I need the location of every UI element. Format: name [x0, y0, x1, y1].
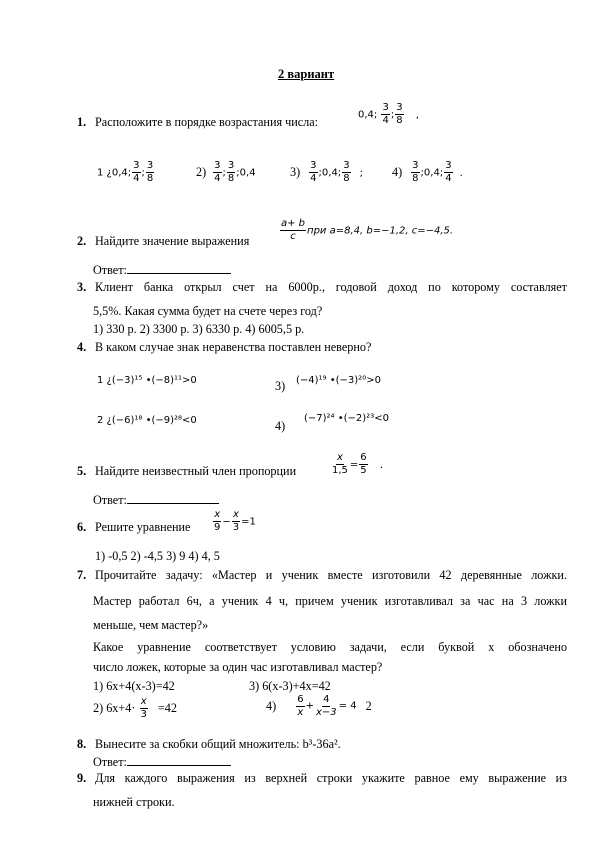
- denominator: c: [290, 231, 296, 242]
- numerator: 3: [146, 160, 154, 171]
- fraction: [309, 161, 317, 184]
- fraction-3-4: [381, 103, 389, 126]
- separator: ;: [390, 109, 395, 121]
- question-5-proportion: [330, 453, 383, 476]
- question-1-option-3: [290, 161, 363, 184]
- question-1-numbers: [358, 103, 419, 126]
- question-5-text: Найдите неизвестный член пропорции: [95, 464, 297, 478]
- question-7-option-3: 3) 6(x-3)+4x=42: [249, 679, 331, 693]
- question-7-option-4: [266, 695, 372, 718]
- question-7-line-4: Какое уравнение соответствует условию задачи, если буквой x обозначено: [93, 640, 567, 654]
- numerator: 3: [343, 160, 350, 171]
- answer-label: Ответ:: [93, 493, 127, 507]
- denominator: 5: [360, 465, 367, 476]
- fraction: [213, 161, 221, 184]
- punctuation: .: [379, 459, 384, 471]
- fraction: [139, 697, 147, 720]
- question-4-option-1: 1 ¿(−3)¹⁵ •(−8)¹¹>0: [97, 375, 197, 386]
- numerator: x: [232, 509, 239, 520]
- equals-sign: =: [349, 459, 359, 471]
- option-tail: ;: [359, 167, 363, 179]
- question-1-option-2: [196, 161, 256, 184]
- denominator: x−3: [315, 707, 337, 718]
- answer-label: Ответ:: [93, 755, 127, 769]
- denominator: 8: [412, 173, 419, 184]
- fraction: [331, 453, 349, 476]
- denominator: 1,5: [332, 465, 348, 476]
- answer-blank[interactable]: [127, 755, 231, 766]
- question-3-options: 1) 330 р. 2) 3300 р. 3) 6330 р. 4) 6005,5 р.: [93, 322, 305, 336]
- question-9-line-1: Для каждого выражения из верхней строки укажите равное ему выражение из: [95, 771, 567, 785]
- fraction: [213, 510, 221, 533]
- fraction: [146, 161, 154, 184]
- question-1-option-1: [97, 161, 155, 184]
- question-5-answer: [93, 493, 219, 506]
- question-8-number: 8.: [77, 737, 87, 751]
- question-4-number: 4.: [77, 340, 87, 354]
- question-2-answer: [93, 263, 231, 276]
- fraction-3-8: [395, 103, 403, 126]
- denominator: 8: [146, 173, 154, 184]
- question-2-expression: [279, 219, 453, 242]
- denominator: 4: [382, 115, 389, 126]
- fraction: [444, 161, 452, 184]
- option-middle: ;0,4;: [420, 167, 444, 179]
- question-9-number: 9.: [77, 771, 87, 785]
- question-7-option-1: 1) 6x+4(x-3)=42: [93, 679, 175, 693]
- question-7-option-2: [93, 697, 177, 720]
- question-7-line-1: Прочитайте задачу: «Мастер и ученик вместе изготовили 42 деревянные ложки.: [95, 568, 567, 582]
- question-3-line-1: Клиент банка открыл счет на 6000р., годовой доход по которому составляет: [95, 280, 567, 294]
- minus-sign: −: [222, 516, 231, 528]
- numerator: 6: [297, 694, 304, 705]
- question-4-text: В каком случае знак неравенства поставлен неверно?: [95, 340, 372, 354]
- numerator: 3: [214, 160, 221, 171]
- denominator: 4: [445, 173, 452, 184]
- question-7-number: 7.: [77, 568, 87, 582]
- separator: ;: [141, 167, 145, 179]
- denominator: 3: [140, 709, 147, 720]
- question-4-option-3: (−4)¹⁹ •(−3)²⁰>0: [296, 375, 381, 386]
- fraction: [411, 161, 419, 184]
- question-3-number: 3.: [77, 280, 87, 294]
- option-label: 2): [196, 164, 207, 179]
- numerator: 3: [396, 102, 403, 113]
- fraction: [315, 695, 338, 718]
- separator: ;: [222, 167, 226, 179]
- answer-label: Ответ:: [93, 263, 127, 277]
- option-label: 4): [266, 699, 277, 714]
- question-6-number: 6.: [77, 520, 87, 534]
- option-prefix: 1 ¿0,4;: [97, 167, 132, 179]
- question-1-number: 1.: [77, 115, 87, 129]
- answer-blank[interactable]: [127, 493, 219, 504]
- option-tail: .: [459, 167, 463, 179]
- numerator: 6: [360, 452, 367, 463]
- option-tail: ;0,4: [236, 167, 256, 179]
- option-label: 4): [392, 164, 403, 179]
- question-3-line-2: 5,5%. Какая сумма будет на счете через год?: [93, 304, 323, 318]
- equation-rhs: =1: [241, 516, 256, 528]
- numerator: 4: [323, 694, 330, 705]
- question-6-equation: [212, 510, 256, 533]
- numerator: 3: [445, 160, 452, 171]
- question-9-line-2: нижней строки.: [93, 795, 175, 809]
- fraction: [359, 453, 367, 476]
- number-decimal: 0,4;: [358, 109, 378, 121]
- denominator: 8: [343, 173, 350, 184]
- numerator: 3: [310, 160, 317, 171]
- question-1-option-4: [392, 161, 463, 184]
- numerator: 3: [133, 160, 140, 171]
- denominator: 9: [214, 522, 221, 533]
- expression-fraction: [280, 219, 306, 242]
- question-4-option-4: (−7)²⁴ •(−2)²³<0: [304, 413, 389, 424]
- question-4-option-2: 2 ¿(−6)¹⁸ •(−9)²⁸<0: [97, 415, 197, 426]
- numerator: x: [336, 452, 343, 463]
- question-8-text: Вынесите за скобки общий множитель: b³-36a².: [95, 737, 341, 751]
- question-2-number: 2.: [77, 234, 87, 248]
- numerator: a+ b: [281, 218, 306, 229]
- answer-blank[interactable]: [127, 263, 231, 274]
- plus-sign: +: [305, 700, 314, 712]
- question-2-text: Найдите значение выражения: [95, 234, 250, 248]
- denominator: 8: [227, 173, 235, 184]
- denominator: 4: [214, 173, 221, 184]
- denominator: 8: [396, 115, 403, 126]
- equation-rhs: = 4: [338, 700, 357, 712]
- question-8-answer: [93, 755, 231, 768]
- punctuation: ,: [415, 109, 419, 121]
- option-prefix: 2) 6x+4·: [93, 701, 136, 716]
- question-4-option-4-label: 4): [275, 419, 286, 433]
- option-suffix: =42: [157, 701, 177, 716]
- denominator: 4: [133, 173, 140, 184]
- numerator: 3: [227, 160, 235, 171]
- option-tail: 2: [365, 699, 372, 714]
- numerator: 3: [382, 102, 389, 113]
- fraction: [132, 161, 140, 184]
- fraction: [227, 161, 235, 184]
- denominator: 4: [310, 173, 317, 184]
- question-4-option-3-label: 3): [275, 379, 286, 393]
- numerator: x: [140, 696, 147, 707]
- question-5-number: 5.: [77, 464, 87, 478]
- fraction: [342, 161, 350, 184]
- question-6-options: 1) -0,5 2) -4,5 3) 9 4) 4, 5: [95, 549, 220, 563]
- fraction: [296, 695, 304, 718]
- numerator: x: [214, 509, 221, 520]
- question-6-text: Решите уравнение: [95, 520, 191, 534]
- denominator: 3: [232, 522, 240, 533]
- option-middle: ;0,4;: [318, 167, 342, 179]
- page-title: 2 вариант: [278, 67, 335, 81]
- question-7-line-2: Мастер работал 6ч, а ученик 4 ч, причем ученик изготавливал за час на 3 ложки: [93, 594, 567, 608]
- numerator: 3: [412, 160, 419, 171]
- option-label: 3): [290, 164, 301, 179]
- question-1-text: Расположите в порядке возрастания числа:: [95, 115, 319, 129]
- question-7-line-5: число ложек, которые за один час изготавливал мастер?: [93, 660, 383, 674]
- question-7-line-3: меньше, чем мастер?»: [93, 618, 209, 632]
- denominator: x: [297, 707, 304, 718]
- expression-condition: при a=8,4, b=−1,2, c=−4,5.: [307, 225, 454, 237]
- fraction: [232, 510, 240, 533]
